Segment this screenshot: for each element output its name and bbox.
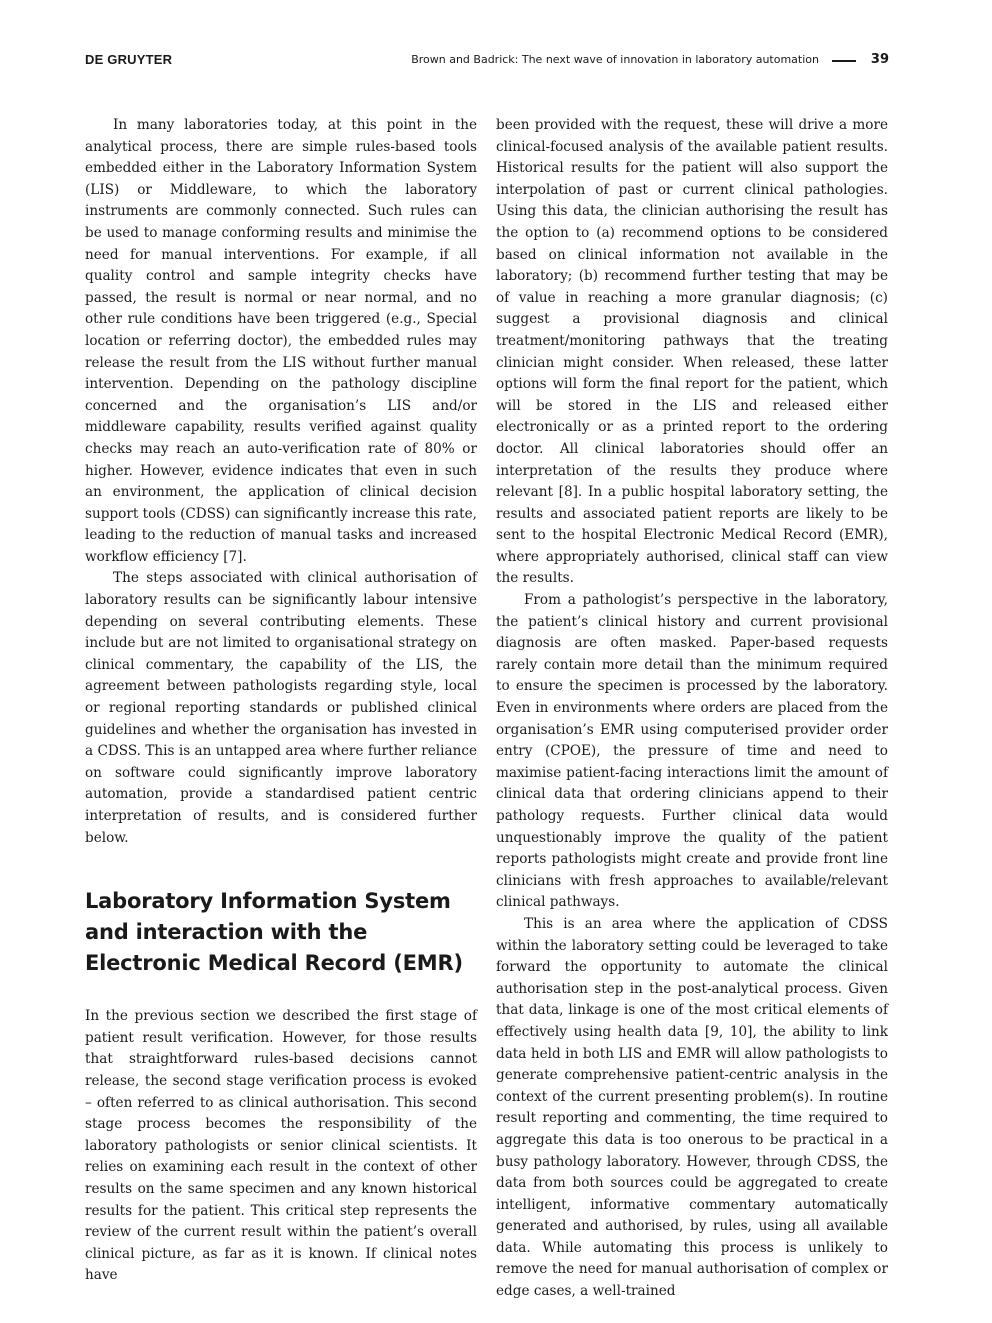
body-paragraph: been provided with the request, these will drive a more clinical-focused analysis of the available patient results. Historical results for the patient will also support the interpolation of past or current clinical pathologies. Using this data, the clinician authorising the result has the option to (a) recommend options to be considered based on clinical information not available in the laboratory; (b) recommend further testing that may be of value in reaching a more granular diagnosis; (c) suggest a provisional diagnosis and clinical treatment/monitoring pathways that the treating clinician might consider. When released, these latter options will form the final report for the patient, which will be stored in the LIS and released either electronically or as a printed report to the ordering doctor. All clinical laboratories should offer an interpretation of the results they produce where relevant [8]. In a public hospital laboratory setting, the results and associated patient reports are likely to be sent to the hospital Electronic Medical Record (EMR), where appropriately authorised, clinical staff can view the results. <box>496 117 888 587</box>
body-paragraph: This is an area where the application of CDSS within the laboratory setting could be leveraged to take forward the opportunity to automate the clinical authorisation step in the post-analytical process. Given that data, linkage is one of the most critical elements of effectively using health data [9, 10], the ability to link data held in both LIS and EMR will allow pathologists to generate comprehensive patient-centric analysis in the context of the current presenting problem(s). In routine result reporting and commenting, the time required to aggregate this data is too onerous to be practical in a busy pathology laboratory. However, through CDSS, the data from both sources could be aggregated to create intelligent, informative commentary automatically generated and authorised, by rules, using all available data. While automating this process is unlikely to remove the need for manual authorisation of complex or edge cases, a well-trained <box>496 915 888 1300</box>
left-column <box>85 115 477 1287</box>
body-paragraph: From a pathologist’s perspective in the laboratory, the patient’s clinical history and current provisional diagnosis are often masked. Paper-based requests rarely contain more detail than the minimum required to ensure the specimen is processed by the laboratory. Even in environments where orders are placed from the organisation’s EMR using computerised provider order entry (CPOE), the pressure of time and need to maximise patient-facing interactions limit the amount of clinical data that ordering clinicians append to their pathology requests. Further clinical data would unquestionably improve the quality of the patient reports pathologists might create and provide front line clinicians with fresh approaches to available/relevant clinical pathways. <box>496 592 888 911</box>
section-heading: Laboratory Information System and interaction with the Electronic Medical Record (EMR) <box>85 889 463 976</box>
page-number: 39 <box>870 52 889 67</box>
body-paragraph: In many laboratories today, at this point in the analytical process, there are simple rules-based tools embedded either in the Laboratory Information System (LIS) or Middleware, to which the laboratory instruments are commonly connected. Such rules can be used to manage conforming results and minimise the need for manual interventions. For example, if all quality control and sample integrity checks have passed, the result is normal or near normal, and no other rule conditions have been triggered (e.g., Special location or referring doctor), the embedded rules may release the result from the LIS without further manual intervention. Depending on the pathology discipline concerned and the organisation’s LIS and/or middleware capability, results verified against quality checks may reach an auto-verification rate of 80% or higher. However, evidence indicates that even in such an environment, the application of clinical decision support tools (CDSS) can significantly increase this rate, leading to the reduction of manual tasks and increased workflow efficiency [7]. <box>85 117 477 565</box>
page-header <box>85 52 889 72</box>
publisher-name: DE GRUYTER <box>85 52 173 67</box>
header-rule <box>832 60 856 62</box>
body-paragraph: In the previous section we described the first stage of patient result verification. However, for those results that straightforward rules-based decisions cannot release, the second stage verification process is evoked – often referred to as clinical authorisation. This second stage process becomes the responsibility of the laboratory pathologists or senior clinical scientists. It relies on examining each result in the context of other results on the same specimen and any known historical results for the patient. This critical step represents the review of the current result within the patient’s overall clinical picture, as far as it is known. If clinical notes have <box>85 1008 477 1284</box>
body-paragraph: The steps associated with clinical authorisation of laboratory results can be significantly labour intensive depending on several contributing elements. These include but are not limited to organisational strategy on clinical commentary, the capability of the LIS, the agreement between pathologists regarding style, local or regional reporting standards or published clinical guidelines and whether the organisation has invested in a CDSS. This is an untapped area where further reliance on software could significantly improve laboratory automation, provide a standardised patient centric interpretation of results, and is considered further below. <box>85 570 477 846</box>
running-title: Brown and Badrick: The next wave of innovation in laboratory automation <box>411 53 819 66</box>
right-column <box>496 115 888 1303</box>
